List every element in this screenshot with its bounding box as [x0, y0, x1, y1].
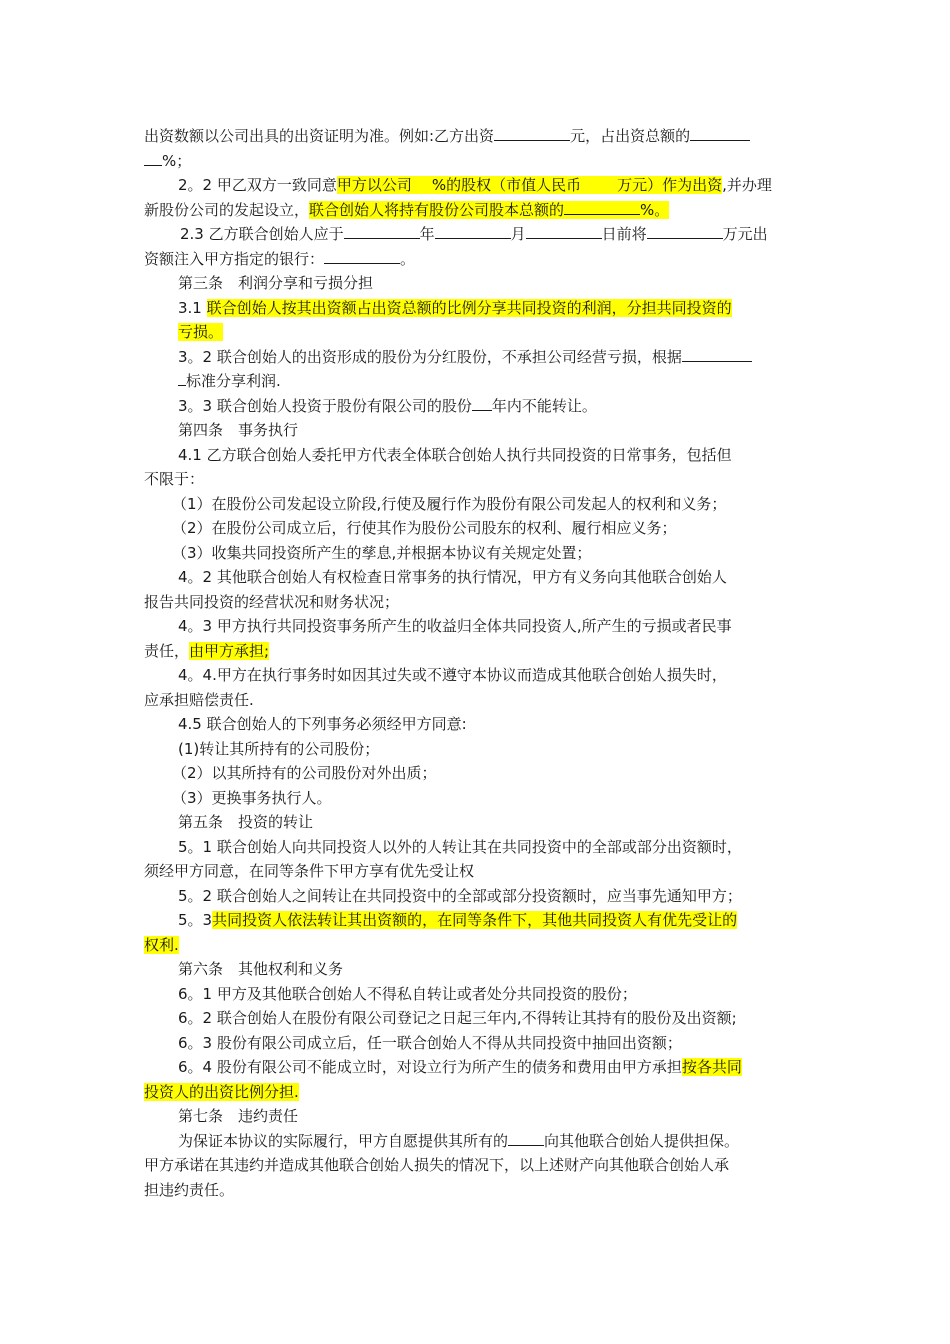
clause-5-2: 5。2 联合创始人之间转让在共同投资中的全部或部分投资额时，应当事先通知甲方；	[178, 886, 742, 905]
clause-4-3: 4。3 甲方执行共同投资事务所产生的收益归全体共同投资人,所产生的亏损或者民事	[178, 617, 732, 635]
text-span: 标准分享利润.	[186, 372, 281, 390]
article-6-heading: 第六条 其他权利和义务	[178, 960, 344, 978]
clause-4-2-cont: 报告共同投资的经营状况和财务状况；	[144, 592, 400, 611]
clause-6-1: 6。1 甲方及其他联合创始人不得私自转让或者处分共同投资的股份；	[178, 984, 637, 1003]
blank-line	[682, 345, 752, 362]
text-span: 元，占出资总额的	[570, 127, 691, 145]
clause-3-1	[144, 296, 808, 321]
highlight: 共同投资人依法转让其出资额的，在同等条件下，其他共同投资人有优先受让的	[212, 911, 738, 929]
clause-6-4-cont	[144, 1080, 808, 1105]
blank-line	[647, 222, 723, 239]
clause-5-3-cont	[144, 933, 808, 958]
text-span: 5。3	[178, 911, 213, 929]
clause-4-3-cont	[144, 639, 808, 664]
highlight	[337, 176, 722, 194]
clause-4-1-item-3: （3）收集共同投资所产生的孳息,并根据本协议有关规定处置；	[172, 543, 592, 562]
clause-3-1-cont	[144, 320, 808, 345]
text-span: %。	[640, 200, 670, 219]
text-span: 责任，	[144, 641, 190, 660]
blank-line	[324, 247, 400, 264]
paragraph-contribution-amount	[144, 124, 808, 149]
clause-5-3	[144, 908, 808, 933]
clause-3-2-cont	[144, 369, 808, 394]
text-span: 年	[419, 225, 435, 243]
article-3-heading: 第三条 利润分享和亏损分担	[178, 274, 374, 292]
text-span: 3。3 联合创始人投资于股份有限公司的股份	[178, 396, 472, 415]
text-span: %；	[162, 151, 192, 170]
clause-2-2	[144, 173, 808, 198]
clause-2-2-cont	[144, 198, 808, 223]
blank-line	[564, 198, 640, 215]
blank-line	[494, 124, 570, 141]
text-span: 万元出	[722, 225, 768, 243]
article-4-heading: 第四条 事务执行	[178, 421, 299, 439]
clause-2-3-cont	[144, 247, 808, 272]
text-span: 万元）作为出资	[617, 176, 723, 194]
text-span: 日前将	[601, 225, 647, 243]
highlight: 投资人的出资比例分担.	[144, 1082, 299, 1101]
text-span: 3.1	[178, 298, 207, 317]
clause-6-3: 6。3 股份有限公司成立后，任一联合创始人不得从共同投资中抽回出资额；	[178, 1033, 682, 1052]
text-span: 年内不能转让。	[491, 396, 597, 415]
blank-line	[344, 222, 420, 239]
paragraph-contribution-amount-cont	[144, 149, 808, 174]
clause-4-5-item-1: (1)转让其所持有的公司股份；	[178, 739, 380, 758]
text-span: 2。2 甲乙双方一致同意	[178, 176, 337, 194]
article-7-heading: 第七条 违约责任	[178, 1107, 299, 1125]
clause-4-4: 4。4.甲方在执行事务时如因其过失或不遵守本协议而造成其他联合创始人损失时，	[178, 666, 727, 684]
clause-6-2: 6。2 联合创始人在股份有限公司登记之日起三年内,不得转让其持有的股份及出资额;	[178, 1009, 737, 1027]
highlight: 按各共同	[681, 1058, 742, 1076]
text-span: ,并办理	[722, 176, 772, 194]
clause-4-5-item-2: （2）以其所持有的公司股份对外出质；	[172, 764, 437, 782]
clause-7-cont: 甲方承诺在其违约并造成其他联合创始人损失的情况下，以上述财产向其他联合创始人承	[144, 1156, 730, 1174]
clause-4-2: 4。2 其他联合创始人有权检查日常事务的执行情况，甲方有义务向其他联合创始人	[178, 568, 727, 586]
highlight: 由甲方承担;	[189, 641, 270, 660]
clause-2-3	[144, 222, 808, 247]
clause-4-1-cont: 不限于：	[144, 470, 205, 488]
blank-line	[472, 394, 492, 411]
text-span: 为保证本协议的实际履行，甲方自愿提供其所有的	[178, 1131, 509, 1150]
blank-line	[508, 1129, 544, 1146]
clause-4-1-item-1: （1）在股份公司发起设立阶段,行使及履行作为股份有限公司发起人的权利和义务；	[172, 494, 727, 513]
highlight: 权利.	[144, 935, 179, 954]
text-span: 新股份公司的发起设立，	[144, 200, 310, 219]
text-span: 联合创始人将持有股份公司股本总额的	[309, 200, 565, 219]
text-span: 。	[400, 249, 416, 268]
text-span: 6。4 股份有限公司不能成立时，对设立行为所产生的债务和费用由甲方承担	[178, 1058, 682, 1076]
article-5-heading: 第五条 投资的转让	[178, 813, 314, 831]
clause-7-cont-2: 担违约责任。	[144, 1180, 235, 1199]
text-span: 3。2 联合创始人的出资形成的股份为分红股份，不承担公司经营亏损，根据	[178, 347, 682, 366]
highlight: 亏损。	[178, 323, 224, 341]
clause-4-1: 4.1 乙方联合创始人委托甲方代表全体联合创始人执行共同投资的日常事务，包括但	[178, 445, 732, 464]
highlight	[309, 201, 669, 219]
clause-7	[144, 1129, 808, 1154]
blank-line	[178, 369, 186, 386]
text-span: %的股权（市值人民币	[431, 176, 582, 194]
clause-3-3	[144, 394, 808, 419]
document-page	[144, 124, 808, 1202]
text-span: 出资数额以公司出具的出资证明为准。例如:乙方出资	[144, 127, 495, 145]
clause-3-2	[144, 345, 808, 370]
blank-line	[144, 149, 162, 166]
blank-line	[526, 222, 602, 239]
clause-4-5-item-3: （3）更换事务执行人。	[172, 788, 332, 807]
blank-line	[435, 222, 511, 239]
text-span: 向其他联合创始人提供担保。	[544, 1131, 740, 1150]
clause-5-1-cont: 须经甲方同意，在同等条件下甲方享有优先受让权	[144, 862, 475, 880]
clause-6-4	[144, 1055, 808, 1080]
clause-4-5: 4.5 联合创始人的下列事务必须经甲方同意:	[178, 715, 467, 733]
text-span: 资额注入甲方指定的银行：	[144, 249, 325, 268]
clause-4-1-item-2: （2）在股份公司成立后，行使其作为股份公司股东的权利、履行相应义务；	[172, 519, 677, 537]
highlight: 联合创始人按其出资额占出资总额的比例分享共同投资的利润，分担共同投资的	[206, 298, 732, 317]
clause-5-1: 5。1 联合创始人向共同投资人以外的人转让其在共同投资中的全部或部分出资额时，	[178, 837, 742, 856]
clause-4-4-cont: 应承担赔偿责任.	[144, 690, 254, 709]
blank-line	[690, 124, 750, 141]
text-span: 月	[510, 225, 526, 243]
text-span: 甲方以公司	[336, 176, 412, 194]
text-span: 2.3 乙方联合创始人应于	[180, 225, 344, 243]
